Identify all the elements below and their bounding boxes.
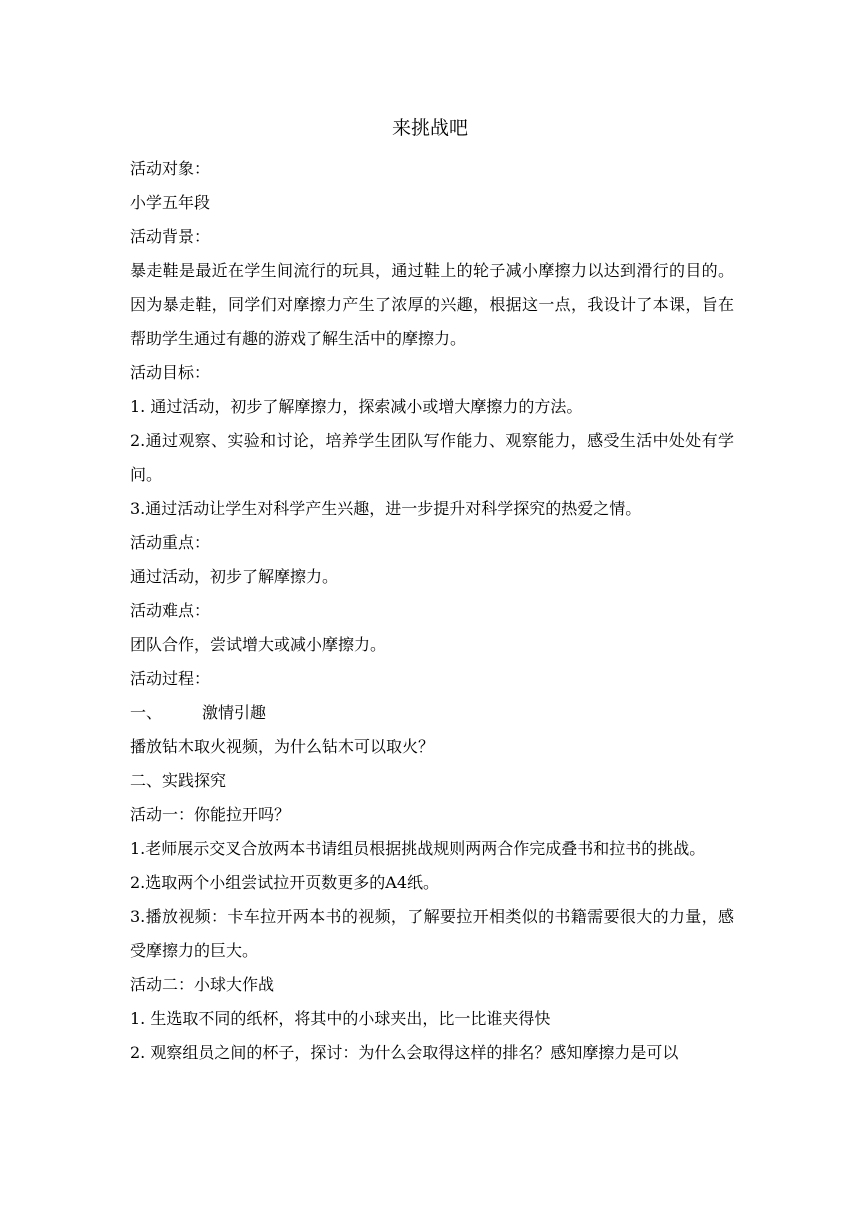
process-label: 活动过程： [130,669,211,688]
document-title: 来挑战吧 [391,117,468,139]
goal-item: 3.通过活动让学生对科学产生兴趣，进一步提升对科学探究的热爱之情。 [130,499,642,518]
target-text: 小学五年段 [130,193,211,212]
step1-text: 播放钻木取火视频，为什么钻木可以取火？ [130,737,435,756]
key-point-label: 活动重点： [130,533,211,552]
activity1-item: 1.老师展示交叉合放两本书请组员根据挑战规则两两合作完成叠书和拉书的挑战。 [130,839,706,858]
target-label: 活动对象： [130,159,211,178]
document-body [130,152,734,1070]
activity1-item: 3.播放视频：卡车拉开两本书的视频，了解要拉开相类似的书籍需要很大的力量，感受摩擦力的巨大。 [130,907,734,960]
goal-item: 1. 通过活动，初步了解摩擦力，探索减小或增大摩擦力的方法。 [130,397,583,416]
goal-item: 2.通过观察、实验和讨论，培养学生团队写作能力、观察能力，感受生活中处处有学问。 [130,431,734,484]
activity2-item: 2. 观察组员之间的杯子，探讨：为什么会取得这样的排名？感知摩擦力是可以 [130,1043,679,1062]
activity1-item: 2.选取两个小组尝试拉开页数更多的A4纸。 [130,873,440,892]
step1-heading [130,696,734,730]
background-label: 活动背景： [130,227,211,246]
goals-label: 活动目标： [130,363,211,382]
step2-heading: 二、实践探究 [130,771,227,790]
step1-title: 激情引趣 [202,703,267,722]
activity1-heading: 活动一：你能拉开吗？ [130,805,291,824]
step1-number: 一、 [130,703,163,722]
difficulty-label: 活动难点： [130,601,211,620]
activity2-item: 1. 生选取不同的纸杯，将其中的小球夹出，比一比谁夹得快 [130,1009,551,1028]
difficulty-text: 团队合作，尝试增大或减小摩擦力。 [130,635,387,654]
activity2-heading: 活动二：小球大作战 [130,975,275,994]
background-paragraph: 暴走鞋是最近在学生间流行的玩具，通过鞋上的轮子减小摩擦力以达到滑行的目的。因为暴走鞋，同学们对摩擦力产生了浓厚的兴趣，根据这一点，我设计了本课，旨在帮助学生通过有趣的游戏了解生活中的摩擦力。 [130,261,734,348]
key-point-text: 通过活动，初步了解摩擦力。 [130,567,339,586]
